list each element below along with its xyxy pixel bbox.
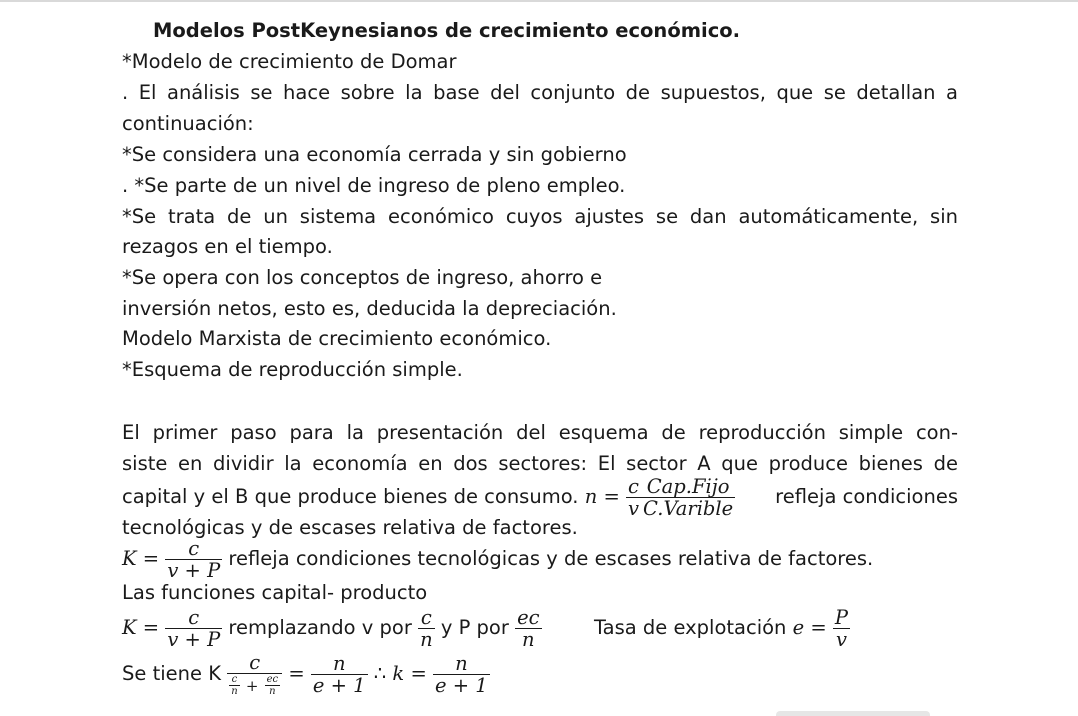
denominator: v — [835, 628, 847, 651]
fraction-ec-over-n — [515, 607, 541, 650]
top-border — [0, 0, 1078, 2]
denominator: n — [269, 686, 276, 697]
math-e: e — [792, 616, 805, 639]
denominator: C.Varible — [643, 497, 734, 520]
text-line: siste en dividir la economía en dos sectores: El sector A que produce bienes de — [122, 452, 958, 475]
fraction-c-over-v-plus-P — [165, 607, 222, 650]
denominator: n — [420, 628, 433, 651]
numerator: ec — [517, 606, 540, 629]
math-plus: + — [245, 677, 259, 695]
text-fragment: Tasa de explotación — [593, 616, 787, 639]
fraction-c-over-sum — [227, 652, 282, 697]
math-equals: = — [288, 662, 305, 685]
math-k: k — [392, 662, 405, 685]
denominator: v + P — [167, 628, 221, 651]
text-fragment: Se tiene K — [122, 662, 221, 685]
text-line: *Esquema de reproducción simple. — [122, 358, 463, 381]
denominator: n — [522, 628, 535, 651]
numerator: Cap.Fijo — [641, 476, 735, 498]
math-equals: = — [142, 616, 160, 639]
numerator: c — [227, 652, 282, 674]
denominator: v — [628, 497, 640, 520]
text-line: *Se trata de un sistema económico cuyos ajustes se dan automáticamente, sin — [122, 205, 958, 228]
math-equals: = — [810, 616, 827, 639]
text-fragment: refleja condiciones — [775, 485, 958, 508]
bottom-panel-edge — [776, 711, 930, 716]
text-fragment: y P por — [440, 616, 509, 639]
text-line: *Modelo de crecimiento de Domar — [122, 50, 457, 73]
numerator: c — [165, 607, 222, 629]
text-line: *Se considera una economía cerrada y sin gobierno — [122, 143, 627, 166]
fraction-P-over-v — [833, 607, 850, 650]
text-line: tecnológicas y de escases relativa de factores. — [122, 516, 578, 539]
text-line: . *Se parte de un nivel de ingreso de pleno empleo. — [122, 174, 626, 197]
formula-line-replacement — [122, 604, 850, 652]
denominator: n — [231, 686, 238, 697]
fraction-c-over-n-small — [229, 674, 239, 697]
numerator: c — [626, 476, 641, 498]
math-n: n — [584, 485, 598, 508]
fraction-c-over-v — [626, 476, 641, 519]
math-K: K — [122, 616, 137, 639]
document-title: Modelos PostKeynesianos de crecimiento económico. — [153, 19, 741, 42]
text-line: *Se opera con los conceptos de ingreso, ahorro e — [122, 266, 603, 289]
fraction-capfijo-over-cvarible — [641, 476, 735, 519]
numerator: P — [834, 606, 849, 629]
math-equals: = — [603, 485, 620, 508]
text-fragment: refleja condiciones tecnológicas y de escases relativa de factores. — [228, 547, 874, 570]
math-K: K — [122, 547, 137, 570]
numerator: n — [311, 653, 368, 675]
denominator: v + P — [167, 559, 221, 582]
fraction-c-over-n — [418, 607, 435, 650]
text-line: continuación: — [122, 112, 254, 135]
math-equals: = — [142, 547, 160, 570]
text-fragment: capital y el B que produce bienes de consumo. — [122, 485, 579, 508]
fraction-n-over-e-plus-1 — [311, 653, 368, 696]
denominator: e + 1 — [435, 674, 488, 697]
fraction-ec-over-n-small — [265, 674, 281, 697]
text-line: El primer paso para la presentación del esquema de reproducción simple con- — [122, 421, 958, 444]
text-line: Las funciones capital- producto — [122, 581, 428, 604]
formula-line-n — [122, 472, 958, 522]
text-line: rezagos en el tiempo. — [122, 235, 333, 258]
numerator: n — [433, 653, 490, 675]
numerator: c — [418, 607, 435, 629]
denominator: e + 1 — [312, 674, 366, 697]
denominator — [227, 674, 282, 697]
numerator: c — [229, 674, 239, 686]
math-therefore: ∴ — [373, 662, 387, 685]
formula-line-K — [122, 536, 873, 582]
numerator: c — [165, 538, 222, 560]
text-line: inversión netos, esto es, deducida la depreciación. — [122, 297, 617, 320]
formula-line-result — [122, 646, 490, 702]
text-line: Modelo Marxista de crecimiento económico. — [122, 327, 552, 350]
fraction-c-over-v-plus-P — [165, 538, 222, 581]
fraction-n-over-e-plus-1 — [433, 653, 490, 696]
text-line: . El análisis se hace sobre la base del conjunto de supuestos, que se detallan a — [122, 81, 958, 104]
math-equals: = — [410, 662, 427, 685]
numerator: ec — [266, 674, 279, 685]
text-fragment: remplazando v por — [228, 616, 412, 639]
